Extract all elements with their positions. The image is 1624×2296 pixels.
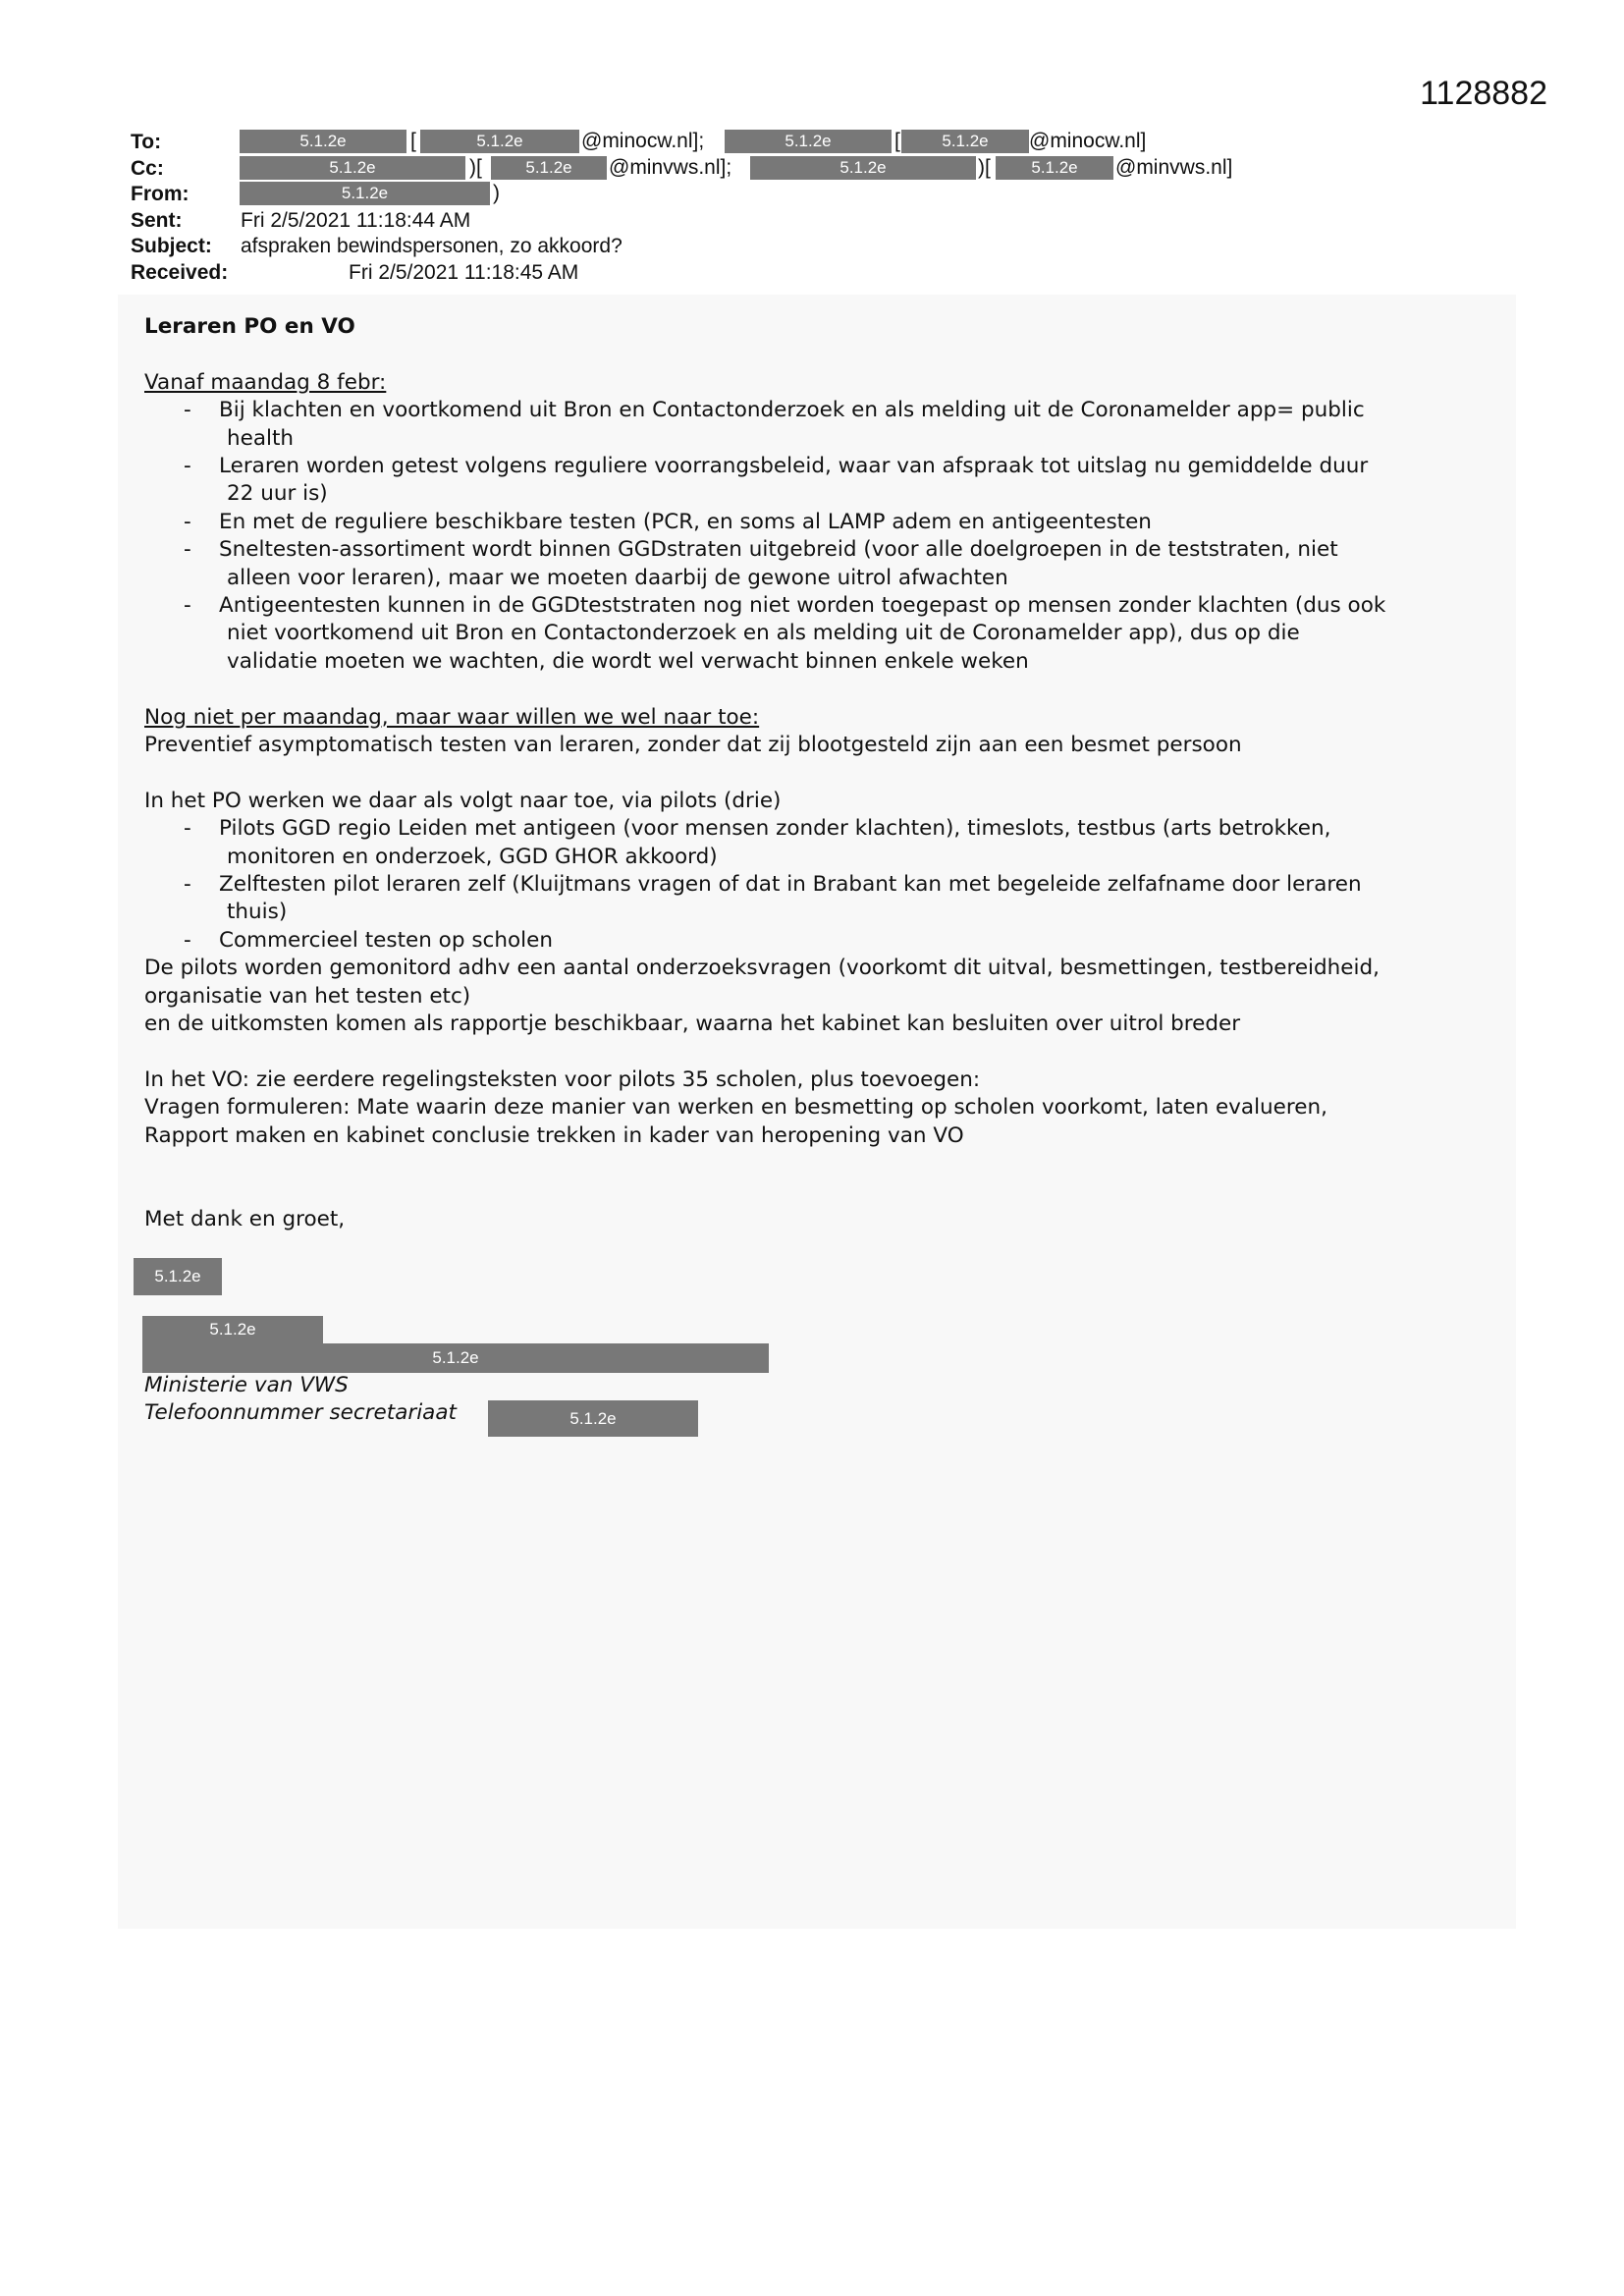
cc-domain-1: @minvws.nl]; <box>609 156 732 179</box>
bracket: [ <box>410 130 416 152</box>
email-body <box>144 313 1499 1233</box>
list-item: - Sneltesten-assortiment wordt binnen GGDstraten uitgebreid (voor alle doelgroepen in de teststraten, niet alleen voor leraren), maar we moeten daarbij de gewone uitrol afwachten <box>144 536 1499 592</box>
section1-heading: Vanaf maandag 8 febr: <box>144 369 387 395</box>
pilots-line-2: organisatie van het testen etc) <box>144 983 471 1009</box>
vo-line-1: In het VO: zie eerdere regelingsteksten voor pilots 35 scholen, plus toevoegen: <box>144 1066 981 1092</box>
section2-text: Preventief asymptomatisch testen van leraren, zonder dat zij blootgesteld zijn aan een besmet persoon <box>144 733 1242 758</box>
list-item: - Zelftesten pilot leraren zelf (Kluijtmans vragen of dat in Brabant kan met begeleide zelfafname door leraren thuis) <box>144 871 1499 927</box>
po-list <box>144 815 1499 955</box>
bracket: )[ <box>469 156 482 179</box>
redaction-block: 5.1.2e <box>750 156 976 180</box>
vo-line-2: Vragen formuleren: Mate waarin deze manier van werken en besmetting op scholen voorkomt, laten evalueren, <box>144 1095 1327 1121</box>
to-label: To: <box>131 131 162 153</box>
to-domain-1: @minocw.nl]; <box>581 130 705 152</box>
list-item: - Bij klachten en voortkomend uit Bron en Contactonderzoek en als melding uit de Coronamelder app= public health <box>144 397 1499 453</box>
bracket: )[ <box>978 156 991 179</box>
po-intro: In het PO werken we daar als volgt naar toe, via pilots (drie) <box>144 788 782 813</box>
redaction-block: 5.1.2e <box>240 182 490 205</box>
list-item: - Leraren worden getest volgens reguliere voorrangsbeleid, waar van afspraak tot uitslag nu gemiddelde duur 22 uur is) <box>144 453 1499 509</box>
pilots-line-3: en de uitkomsten komen als rapportje beschikbaar, waarna het kabinet kan besluiten over uitrol breder <box>144 1011 1241 1037</box>
vo-line-3: Rapport maken en kabinet conclusie trekken in kader van heropening van VO <box>144 1122 964 1148</box>
document-number: 1128882 <box>1420 75 1547 112</box>
subject-value: afspraken bewindspersonen, zo akkoord? <box>241 235 623 258</box>
from-label: From: <box>131 183 189 206</box>
bracket: [ <box>894 130 900 152</box>
redaction-block: 5.1.2e <box>901 130 1029 153</box>
sent-value: Fri 2/5/2021 11:18:44 AM <box>241 208 471 232</box>
ministry-name: Ministerie van VWS <box>144 1373 349 1397</box>
redaction-block: 5.1.2e <box>491 156 607 180</box>
received-value: Fri 2/5/2021 11:18:45 AM <box>349 260 579 284</box>
closing: Met dank en groet, <box>144 1206 346 1231</box>
cc-domain-2: @minvws.nl] <box>1115 156 1233 179</box>
sent-label: Sent: <box>131 208 183 232</box>
subject-label: Subject: <box>131 235 212 258</box>
redaction-block: 5.1.2e <box>134 1258 222 1295</box>
list-item: - Pilots GGD regio Leiden met antigeen (voor mensen zonder klachten), timeslots, testbus (arts betrokken, monitoren en onderzoek, GGD GHOR akkoord) <box>144 815 1499 871</box>
phone-label: Telefoonnummer secretariaat <box>144 1400 457 1425</box>
cc-label: Cc: <box>131 156 164 180</box>
paren: ) <box>493 182 500 204</box>
redaction-block: 5.1.2e <box>420 130 579 153</box>
redaction-block: 5.1.2e <box>240 156 465 180</box>
redaction-block: 5.1.2e <box>142 1316 323 1343</box>
list-item: - En met de reguliere beschikbare testen (PCR, en soms al LAMP adem en antigeentesten <box>144 509 1499 536</box>
body-title: Leraren PO en VO <box>144 314 355 339</box>
redaction-block: 5.1.2e <box>725 130 892 153</box>
section2-heading: Nog niet per maandag, maar waar willen we wel naar toe: <box>144 704 760 730</box>
list-item: - Commercieel testen op scholen <box>144 927 1499 955</box>
received-label: Received: <box>131 260 229 284</box>
redaction-block: 5.1.2e <box>488 1400 698 1437</box>
list-item: - Antigeentesten kunnen in de GGDteststraten nog niet worden toegepast op mensen zonder klachten (dus ook niet voortkomend uit Bron en Contactonderzoek en als melding uit de Coronamelder app), dus op die validatie moeten we wachten, die wordt wel verwacht binnen enkele weken <box>144 592 1499 676</box>
to-domain-2: @minocw.nl] <box>1029 130 1147 152</box>
section1-list <box>144 397 1499 676</box>
redaction-block: 5.1.2e <box>996 156 1113 180</box>
pilots-line-1: De pilots worden gemonitord adhv een aantal onderzoeksvragen (voorkomt dit uitval, besmettingen, testbereidheid, <box>144 956 1380 981</box>
redaction-block: 5.1.2e <box>240 130 406 153</box>
redaction-block: 5.1.2e <box>142 1343 769 1373</box>
